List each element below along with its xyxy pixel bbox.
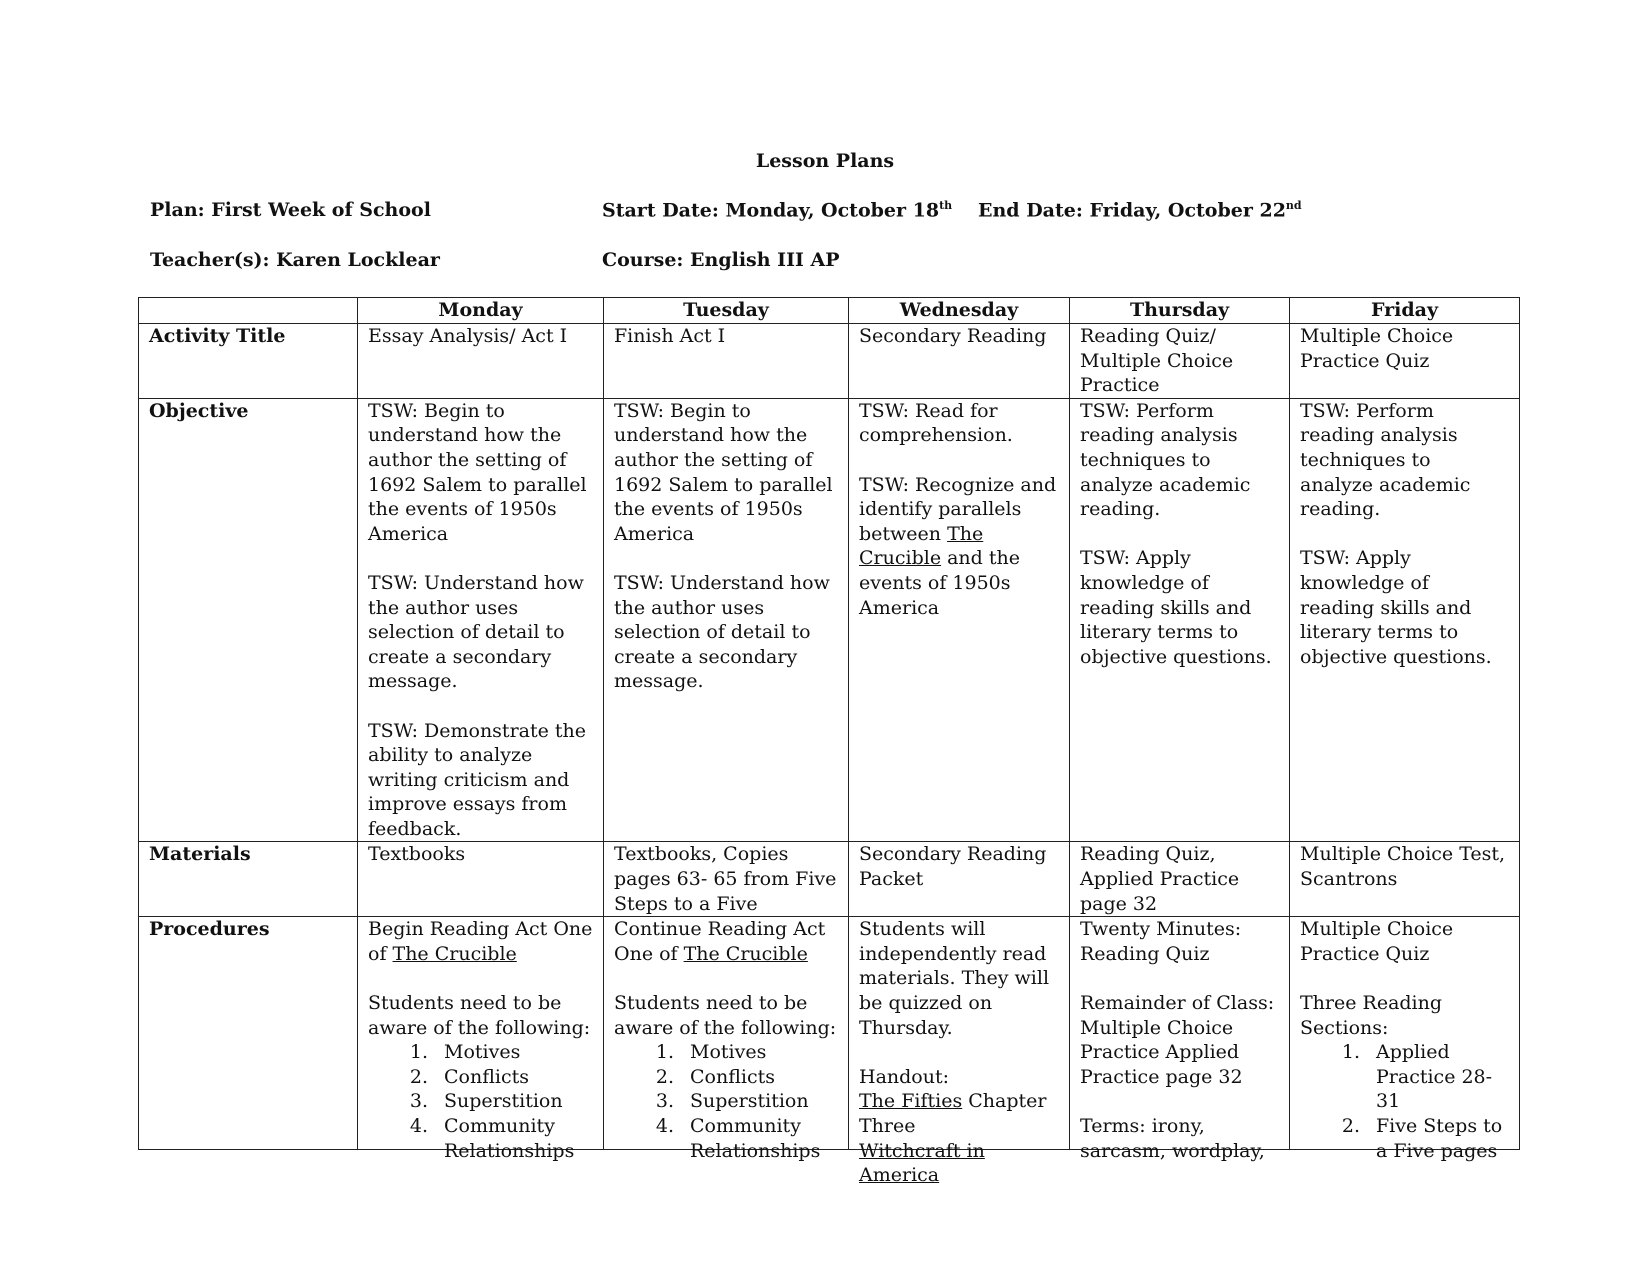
table-header-row bbox=[139, 298, 1520, 324]
activity-monday: Essay Analysis/ Act I bbox=[358, 324, 604, 399]
row-label-activity: Activity Title bbox=[139, 324, 358, 399]
end-date: End Date: Friday, October 22nd bbox=[978, 199, 1302, 222]
course-label: Course: English III AP bbox=[602, 249, 840, 271]
procedure-text: Students need to be aware of the following: bbox=[614, 992, 837, 1039]
table-row-objective bbox=[139, 398, 1520, 842]
procedures-friday bbox=[1290, 917, 1520, 1162]
day-header-thursday: Thursday bbox=[1070, 298, 1290, 324]
list-item: 4. Community Relationships bbox=[409, 1115, 575, 1162]
activity-wednesday: Secondary Reading bbox=[849, 324, 1070, 399]
document-title: Lesson Plans bbox=[755, 150, 895, 172]
objective-monday bbox=[358, 398, 604, 842]
activity-thursday: Reading Quiz/ Multiple Choice Practice bbox=[1070, 324, 1290, 399]
procedure-text: Students will independently read materials. They will be quizzed on Thursday. bbox=[859, 918, 1050, 1039]
objective-text: TSW: Perform reading analysis techniques to analyze academic reading. bbox=[1080, 399, 1251, 521]
materials-friday: Multiple Choice Test, Scantrons bbox=[1290, 842, 1520, 917]
list-item: 1. Motives bbox=[409, 1041, 521, 1064]
objective-text: TSW: Recognize and identify parallels between The Crucible and the events of 1950s America bbox=[859, 473, 1057, 619]
procedure-intro: Continue Reading Act One of The Crucible bbox=[614, 918, 826, 965]
objective-wednesday bbox=[849, 398, 1070, 842]
book-title: Witchcraft in America bbox=[859, 1139, 985, 1187]
procedure-list bbox=[368, 1040, 593, 1163]
objective-text: TSW: Begin to understand how the author the setting of 1692 Salem to parallel the events of 1950s America bbox=[368, 399, 587, 545]
objective-friday bbox=[1290, 398, 1520, 842]
list-item: 2. Conflicts bbox=[409, 1065, 529, 1088]
list-item: 2. Conflicts bbox=[655, 1065, 775, 1088]
procedure-text: Remainder of Class: Multiple Choice Practice Applied Practice page 32 bbox=[1080, 992, 1275, 1088]
objective-tuesday bbox=[604, 398, 849, 842]
row-label-procedures: Procedures bbox=[139, 917, 358, 1150]
book-title: The Crucible bbox=[683, 942, 808, 965]
procedures-thursday bbox=[1070, 917, 1290, 1162]
list-item: 2. Five Steps to a Five pages bbox=[1341, 1115, 1503, 1162]
plan-label: Plan: First Week of School bbox=[150, 199, 431, 221]
start-date: Start Date: Monday, October 18th bbox=[602, 199, 953, 222]
list-item: 1. Applied Practice 28-31 bbox=[1341, 1041, 1493, 1113]
list-item: 4. Community Relationships bbox=[655, 1115, 821, 1162]
materials-thursday: Reading Quiz, Applied Practice page 32 bbox=[1070, 842, 1290, 917]
procedure-list bbox=[1300, 1040, 1509, 1163]
materials-monday: Textbooks bbox=[358, 842, 604, 917]
objective-thursday bbox=[1070, 398, 1290, 842]
materials-wednesday: Secondary Reading Packet bbox=[849, 842, 1070, 917]
lesson-plan-table bbox=[138, 297, 1520, 1187]
procedure-text: Three Reading Sections: bbox=[1300, 992, 1443, 1039]
list-item: 3. Superstition bbox=[409, 1090, 563, 1113]
procedure-text: Handout: bbox=[859, 1065, 950, 1088]
objective-text: TSW: Understand how the author uses selection of detail to create a secondary message. bbox=[614, 571, 830, 693]
table-row-materials bbox=[139, 842, 1520, 917]
procedure-text: Students need to be aware of the following: bbox=[368, 992, 591, 1039]
day-header-friday: Friday bbox=[1290, 298, 1520, 324]
materials-tuesday: Textbooks, Copies pages 63- 65 from Five Steps to a Five bbox=[604, 842, 849, 917]
day-header-monday: Monday bbox=[358, 298, 604, 324]
book-title: The Fifties bbox=[859, 1090, 963, 1113]
row-label-objective: Objective bbox=[139, 398, 358, 842]
procedures-tuesday bbox=[604, 917, 849, 1162]
procedure-intro: Begin Reading Act One of The Crucible bbox=[368, 918, 593, 965]
book-title: The Crucible bbox=[392, 942, 517, 965]
objective-text: TSW: Understand how the author uses selection of detail to create a secondary message. bbox=[368, 571, 584, 693]
objective-text: TSW: Apply knowledge of reading skills and literary terms to objective questions. bbox=[1300, 547, 1492, 668]
procedure-text: Multiple Choice Practice Quiz bbox=[1300, 918, 1454, 965]
teacher-label: Teacher(s): Karen Locklear bbox=[150, 249, 440, 271]
table-row-procedures bbox=[139, 917, 1520, 1150]
procedures-wednesday bbox=[849, 917, 1070, 1187]
procedure-text: Twenty Minutes: Reading Quiz bbox=[1080, 918, 1242, 965]
list-item: 3. Superstition bbox=[655, 1090, 809, 1113]
table-row-activity bbox=[139, 324, 1520, 399]
activity-tuesday: Finish Act I bbox=[604, 324, 849, 399]
objective-text: TSW: Apply knowledge of reading skills and literary terms to objective questions. bbox=[1080, 547, 1272, 668]
book-title: The Crucible bbox=[859, 522, 984, 570]
activity-friday: Multiple Choice Practice Quiz bbox=[1290, 324, 1520, 399]
day-header-tuesday: Tuesday bbox=[604, 298, 849, 324]
objective-text: TSW: Perform reading analysis techniques to analyze academic reading. bbox=[1300, 399, 1471, 521]
list-item: 1. Motives bbox=[655, 1041, 767, 1064]
procedures-monday bbox=[358, 917, 604, 1162]
day-header-wednesday: Wednesday bbox=[849, 298, 1070, 324]
header-empty-cell bbox=[139, 298, 358, 324]
procedure-list bbox=[614, 1040, 838, 1163]
objective-text: TSW: Demonstrate the ability to analyze writing criticism and improve essays from feedback. bbox=[368, 719, 587, 840]
row-label-materials: Materials bbox=[139, 842, 358, 917]
objective-text: TSW: Begin to understand how the author the setting of 1692 Salem to parallel the events of 1950s America bbox=[614, 399, 833, 545]
objective-text: TSW: Read for comprehension. bbox=[859, 399, 1013, 447]
procedure-text: The Fifties Chapter Three bbox=[859, 1090, 1047, 1137]
procedure-text: Terms: irony, sarcasm, wordplay, bbox=[1080, 1115, 1265, 1162]
